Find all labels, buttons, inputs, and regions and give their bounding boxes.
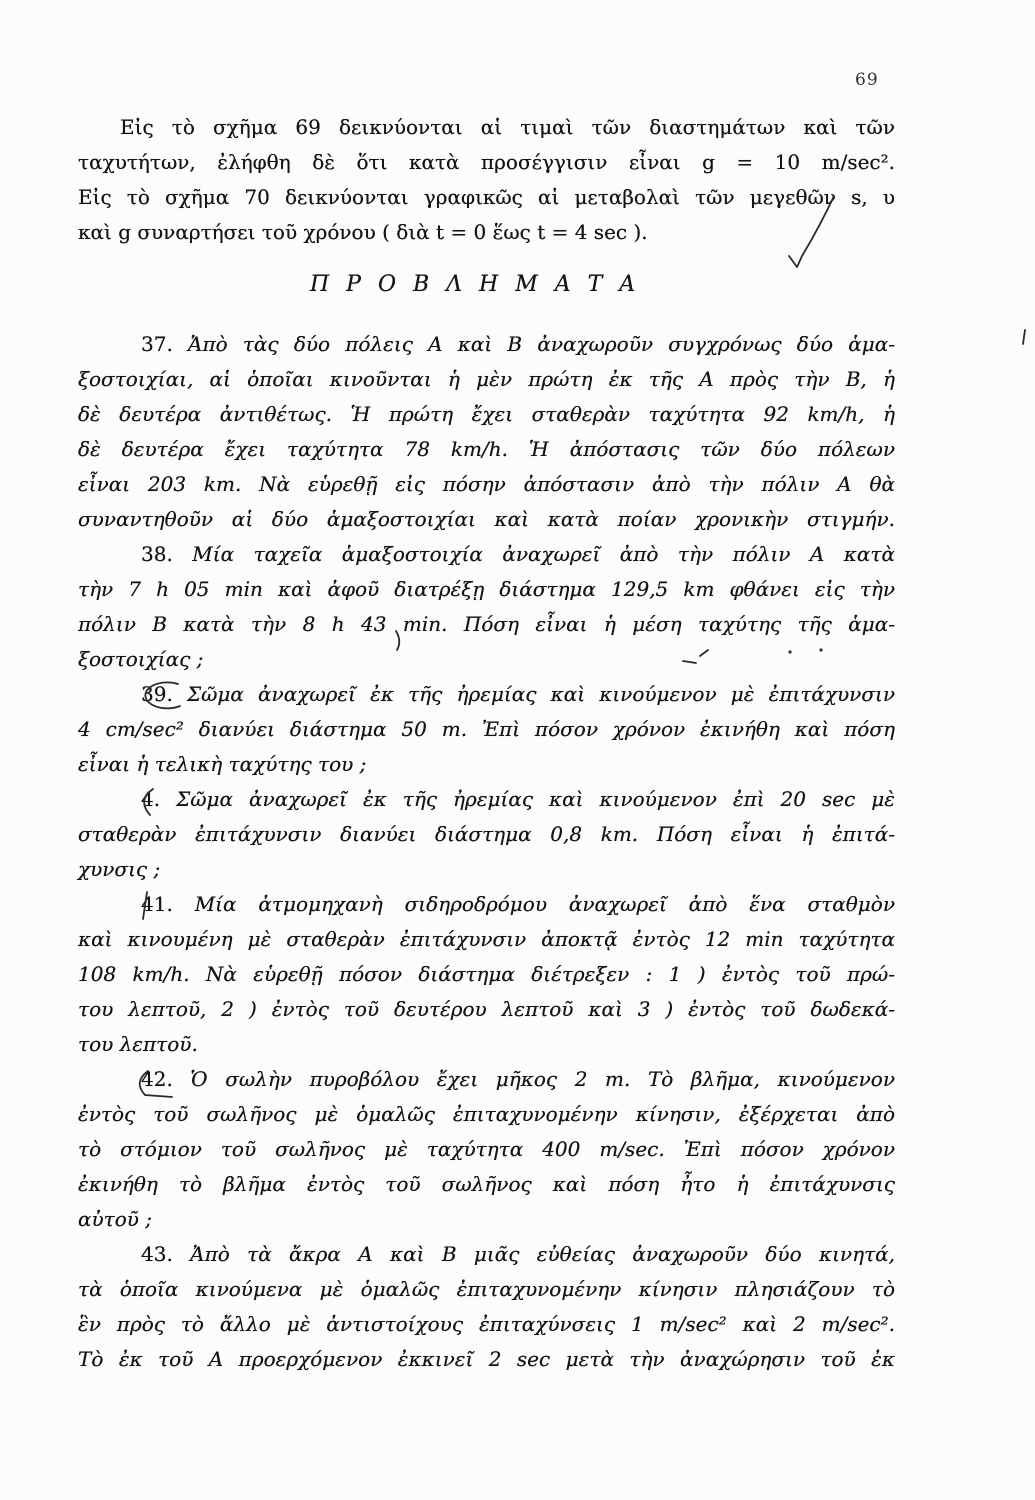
- edge-mark: [1023, 330, 1025, 344]
- problem-text: Ὁ σωλὴν πυροβόλου ἔχει μῆκος 2 m. Τὸ βλῆμα, κινούμενον: [190, 1067, 896, 1091]
- problem-line: 108 km/h. Νὰ εὑρεθῇ πόσον διάστημα διέτρεξεν : 1 ) ἐντὸς τοῦ πρώ-: [78, 962, 895, 986]
- problem-line: Τὸ ἐκ τοῦ Α προερχόμενον ἐκκινεῖ 2 sec μετὰ τὴν ἀναχώρησιν τοῦ ἐκ: [78, 1347, 895, 1371]
- problem-line: σταθερὰν ἐπιτάχυνσιν διανύει διάστημα 0,8 km. Πόση εἶναι ἡ ἐπιτά-: [78, 822, 895, 846]
- problem-line: τὰ ὁποῖα κινούμενα μὲ ὁμαλῶς ἐπιταχυνομένην κίνησιν πλησιάζουν τὸ: [78, 1277, 895, 1301]
- problem-line: ἐντὸς τοῦ σωλῆνος μὲ ὁμαλῶς ἐπιταχυνομένην κίνησιν, ἐξέρχεται ἀπὸ: [78, 1102, 895, 1126]
- problem-line: ἐκινήθη τὸ βλῆμα ἐντὸς τοῦ σωλῆνος καὶ πόση ἦτο ἡ ἐπιτάχυνσις: [78, 1172, 895, 1196]
- problem-line: πόλιν Β κατὰ τὴν 8 h 43 min. Πόση εἶναι ἡ μέση ταχύτης τῆς ἁμα-: [78, 612, 895, 636]
- problems-list: [78, 327, 895, 1377]
- problem-line: δὲ δευτέρα ἔχει ταχύτητα 78 km/h. Ἡ ἀπόστασις τῶν δύο πόλεων: [78, 437, 895, 461]
- problem-line: ξοστοιχίας ;: [78, 647, 204, 671]
- problem-line: συναντηθοῦν αἱ δύο ἁμαξοστοιχίαι καὶ κατὰ ποίαν χρονικὴν στιγμήν.: [78, 507, 895, 531]
- problem-number: 38.: [141, 542, 173, 566]
- problem-text: Σῶμα ἀναχωρεῖ ἐκ τῆς ἠρεμίας καὶ κινούμενον ἐπὶ 20 sec μὲ: [176, 787, 896, 811]
- problem-line: εἶναι ἡ τελικὴ ταχύτης του ;: [78, 752, 367, 776]
- problem-42: [78, 1062, 895, 1237]
- intro-line: Εἰς τὸ σχῆμα 70 δεικνύονται γραφικῶς αἱ μεταβολαὶ τῶν μεγεθῶν s, υ: [78, 185, 895, 209]
- problem-line: [78, 1237, 895, 1272]
- problem-line: [78, 782, 895, 817]
- problem-39: [78, 677, 895, 782]
- intro-line: ταχυτήτων, ἐλήφθη δὲ ὅτι κατὰ προσέγγισιν εἶναι g = 10 m/sec².: [78, 150, 895, 174]
- problem-41: [78, 887, 895, 1062]
- problem-line: [78, 327, 895, 362]
- problem-line: αὐτοῦ ;: [78, 1207, 153, 1231]
- intro-paragraph: [78, 110, 895, 250]
- problem-number: 37.: [141, 332, 173, 356]
- intro-line: καὶ g συναρτήσει τοῦ χρόνου ( διὰ t = 0 ἕως t = 4 sec ).: [78, 220, 648, 244]
- problem-line: 4 cm/sec² διανύει διάστημα 50 m. Ἐπὶ πόσον χρόνον ἐκινήθη καὶ πόση: [78, 717, 895, 741]
- problem-line: δὲ δευτέρα ἀντιθέτως. Ἡ πρώτη ἔχει σταθερὰν ταχύτητα 92 km/h, ἡ: [78, 402, 895, 426]
- problem-line: καὶ κινουμένη μὲ σταθερὰν ἐπιτάχυνσιν ἀποκτᾷ ἐντὸς 12 min ταχύτητα: [78, 927, 895, 951]
- problem-number: 4.: [141, 787, 161, 811]
- problem-38: [78, 537, 895, 677]
- problem-line: τὴν 7 h 05 min καὶ ἀφοῦ διατρέξῃ διάστημα 129,5 km φθάνει εἰς τὴν: [78, 577, 895, 601]
- problem-line: [78, 1062, 895, 1097]
- problem-line: του λεπτοῦ, 2 ) ἐντὸς τοῦ δευτέρου λεπτοῦ καὶ 3 ) ἐντὸς τοῦ δωδεκά-: [78, 997, 895, 1021]
- problem-number: 39.: [141, 682, 173, 706]
- problem-number: 42.: [141, 1067, 173, 1091]
- problem-line: [78, 677, 895, 712]
- problem-text: Ἀπὸ τὰ ἄκρα Α καὶ Β μιᾶς εὐθείας ἀναχωροῦν δύο κινητά,: [190, 1242, 895, 1266]
- section-heading: Π Ρ Ο Β Λ Η Μ Α Τ Α: [310, 272, 641, 297]
- intro-line: Εἰς τὸ σχῆμα 69 δεικνύονται αἱ τιμαὶ τῶν διαστημάτων καὶ τῶν: [120, 115, 895, 139]
- page-number: 69: [855, 70, 879, 90]
- problem-line: εἶναι 203 km. Νὰ εὑρεθῇ εἰς πόσην ἀπόστασιν ἀπὸ τὴν πόλιν Α θὰ: [78, 472, 895, 496]
- problem-43: [78, 1237, 895, 1377]
- problem-line: τὸ στόμιον τοῦ σωλῆνος μὲ ταχύτητα 400 m/sec. Ἐπὶ πόσον χρόνον: [78, 1137, 895, 1161]
- problem-text: Ἀπὸ τὰς δύο πόλεις Α καὶ Β ἀναχωροῦν συγχρόνως δύο ἁμα-: [188, 332, 895, 356]
- problem-line: [78, 887, 895, 922]
- problem-line: ξοστοιχίαι, αἱ ὁποῖαι κινοῦνται ἡ μὲν πρώτη ἐκ τῆς Α πρὸς τὴν Β, ἡ: [78, 367, 895, 391]
- problem-37: [78, 327, 895, 537]
- problem-number: 43.: [141, 1242, 173, 1266]
- problem-text: Μία ἀτμομηχανὴ σιδηροδρόμου ἀναχωρεῖ ἀπὸ ἕνα σταθμὸν: [194, 892, 895, 916]
- problem-number: 41.: [141, 892, 173, 916]
- page-body: [78, 110, 895, 1377]
- problem-text: Μία ταχεῖα ἁμαξοστοιχία ἀναχωρεῖ ἀπὸ τὴν πόλιν Α κατὰ: [192, 542, 895, 566]
- problem-line: ἓν πρὸς τὸ ἄλλο μὲ ἀντιστοίχους ἐπιταχύνσεις 1 m/sec² καὶ 2 m/sec².: [78, 1312, 895, 1336]
- problem-line: [78, 537, 895, 572]
- problem-40: [78, 782, 895, 887]
- problem-line: χυνσις ;: [78, 857, 161, 881]
- problem-text: Σῶμα ἀναχωρεῖ ἐκ τῆς ἠρεμίας καὶ κινούμενον μὲ ἐπιτάχυνσιν: [186, 682, 895, 706]
- problem-line: του λεπτοῦ.: [78, 1032, 198, 1056]
